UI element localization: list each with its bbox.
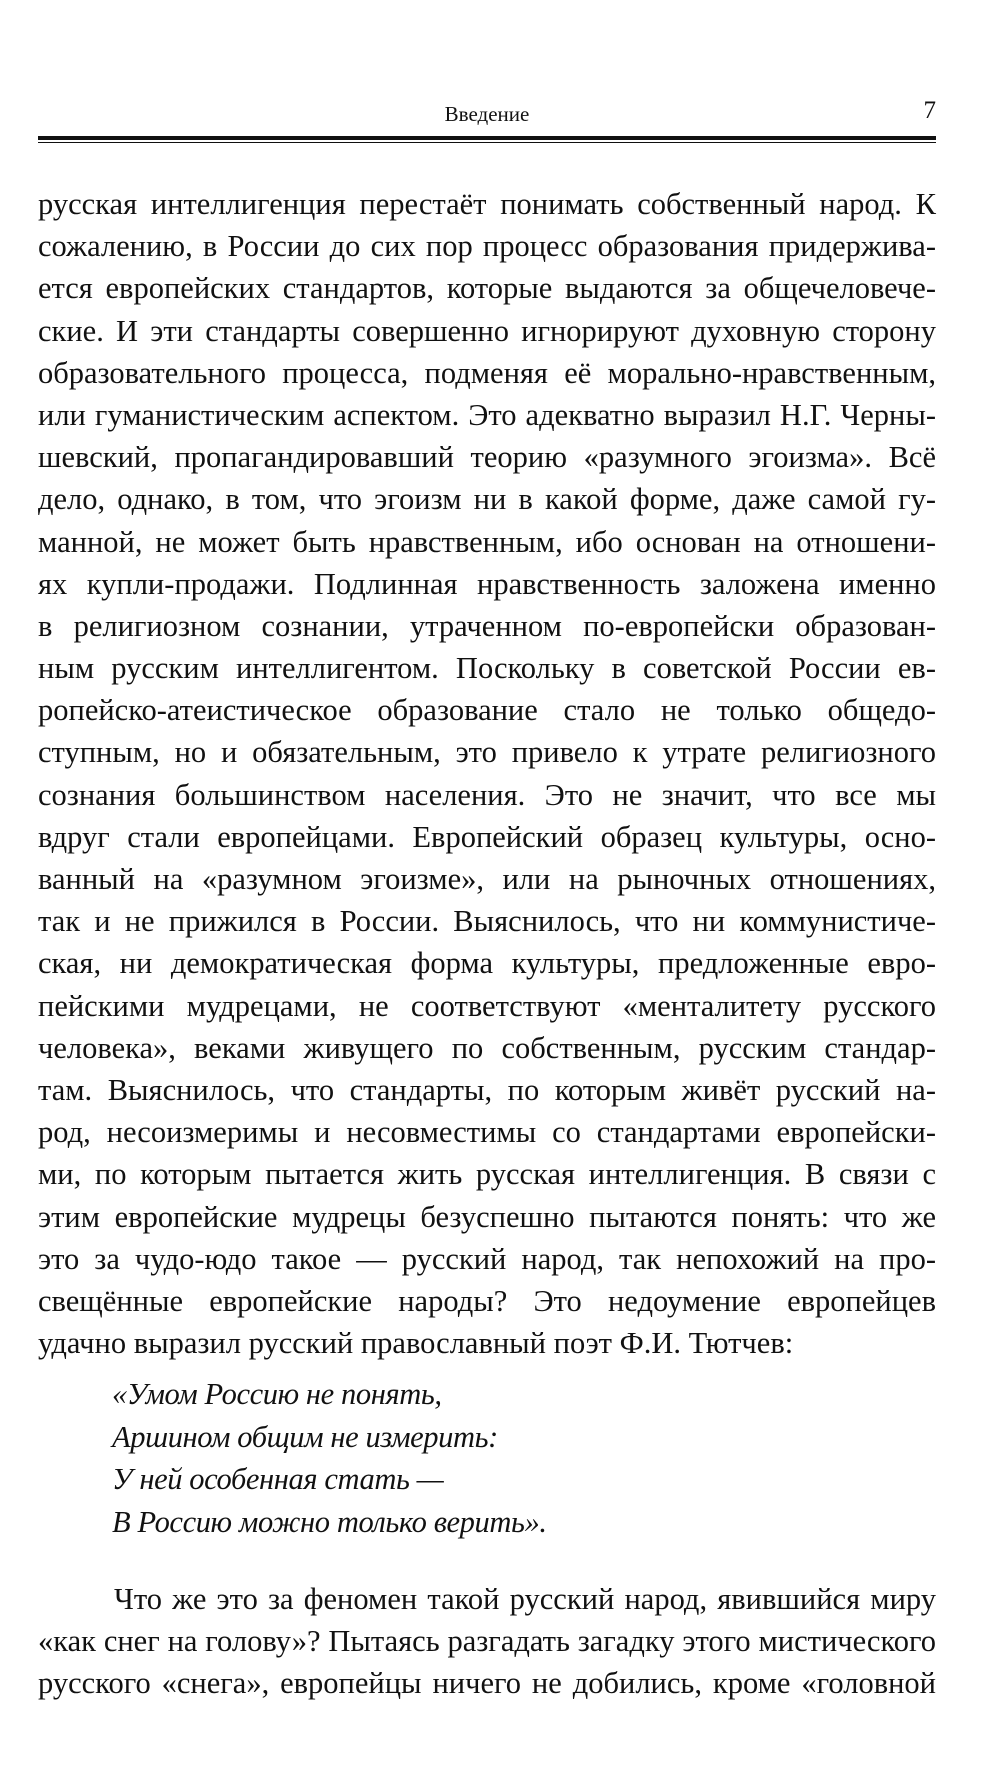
text-line: шевский, пропагандировавший теорию «разумного эгоизма». Всё [38,440,936,475]
text-line: ступным, но и обязательным, это привело к утрате религиозного [38,735,936,770]
poem-line: «Умом Россию не понять, [112,1377,442,1411]
poem-line: Аршином общим не измерить: [112,1419,498,1454]
text-line: образовательного процесса, подменяя её морально-нравственным, [38,355,936,390]
text-line: сожалению, в России до сих пор процесс образования придержива- [38,229,936,264]
text-line: в религиозном сознании, утраченном по-европейски образован- [38,608,936,643]
text-line: удачно выразил русский православный поэт Ф.И. Тютчев: [38,1326,794,1361]
text-line: «как снег на голову»? Пытаясь разгадать загадку этого мистического [38,1624,936,1659]
poem-line: У ней особенная стать — [112,1462,444,1496]
poem-line: В Россию можно только верить». [112,1504,547,1539]
text-line: или гуманистическим аспектом. Это адекватно выразил Н.Г. Черны- [38,397,936,432]
text-line: там. Выяснилось, что стандарты, по которым живёт русский на- [38,1072,936,1107]
text-line: русская интеллигенция перестаёт понимать собственный народ. К [38,187,936,221]
text-line: ропейско-атеистическое образование стало не только общедо- [38,693,936,728]
text-line: ские. И эти стандарты совершенно игнорируют духовную сторону [38,313,936,348]
main-paragraph [38,183,936,1364]
text-line: род, несоизмеримы и несовместимы со стандартами европейски- [38,1115,936,1150]
header-rule-thick [38,136,936,140]
poem-quote [112,1373,712,1543]
header-rule-thin [38,142,936,143]
text-line: ская, ни демократическая форма культуры, предложенные евро- [38,946,936,981]
second-paragraph [38,1578,936,1705]
text-line: так и не прижился в России. Выяснилось, что ни коммунистиче- [38,904,936,939]
chapter-title: Введение [444,102,530,126]
text-line: этим европейские мудрецы безуспешно пытаются понять: что же [38,1199,936,1234]
running-header [38,97,936,130]
text-line: ях купли-продажи. Подлинная нравственность заложена именно [38,566,936,601]
text-line: это за чудо-юдо такое — русский народ, так непохожий на про- [38,1241,936,1276]
text-line: человека», веками живущего по собственным, русским стандар- [38,1030,936,1065]
text-line: сознания большинством населения. Это не значит, что все мы [38,777,936,812]
text-line: Что же это за феномен такой русский народ, явившийся миру [114,1582,936,1616]
text-line: ется европейских стандартов, которые выдаются за общечеловече- [38,271,936,306]
text-line: ми, по которым пытается жить русская интеллигенция. В связи с [38,1157,936,1192]
text-line: ным русским интеллигентом. Поскольку в советской России ев- [38,651,936,686]
text-line: ванный на «разумном эгоизме», или на рыночных отношениях, [38,862,936,896]
text-line: пейскими мудрецами, не соответствуют «менталитету русского [38,988,936,1023]
page-number: 7 [923,97,936,124]
text-line: свещённые европейские народы? Это недоумение европейцев [38,1283,936,1318]
text-line: вдруг стали европейцами. Европейский образец культуры, осно- [38,819,936,854]
text-line: манной, не может быть нравственным, ибо основан на отношени- [38,524,936,559]
text-line: дело, однако, в том, что эгоизм ни в какой форме, даже самой гу- [38,482,936,517]
text-line: русского «снега», европейцы ничего не добились, кроме «головной [38,1666,936,1701]
